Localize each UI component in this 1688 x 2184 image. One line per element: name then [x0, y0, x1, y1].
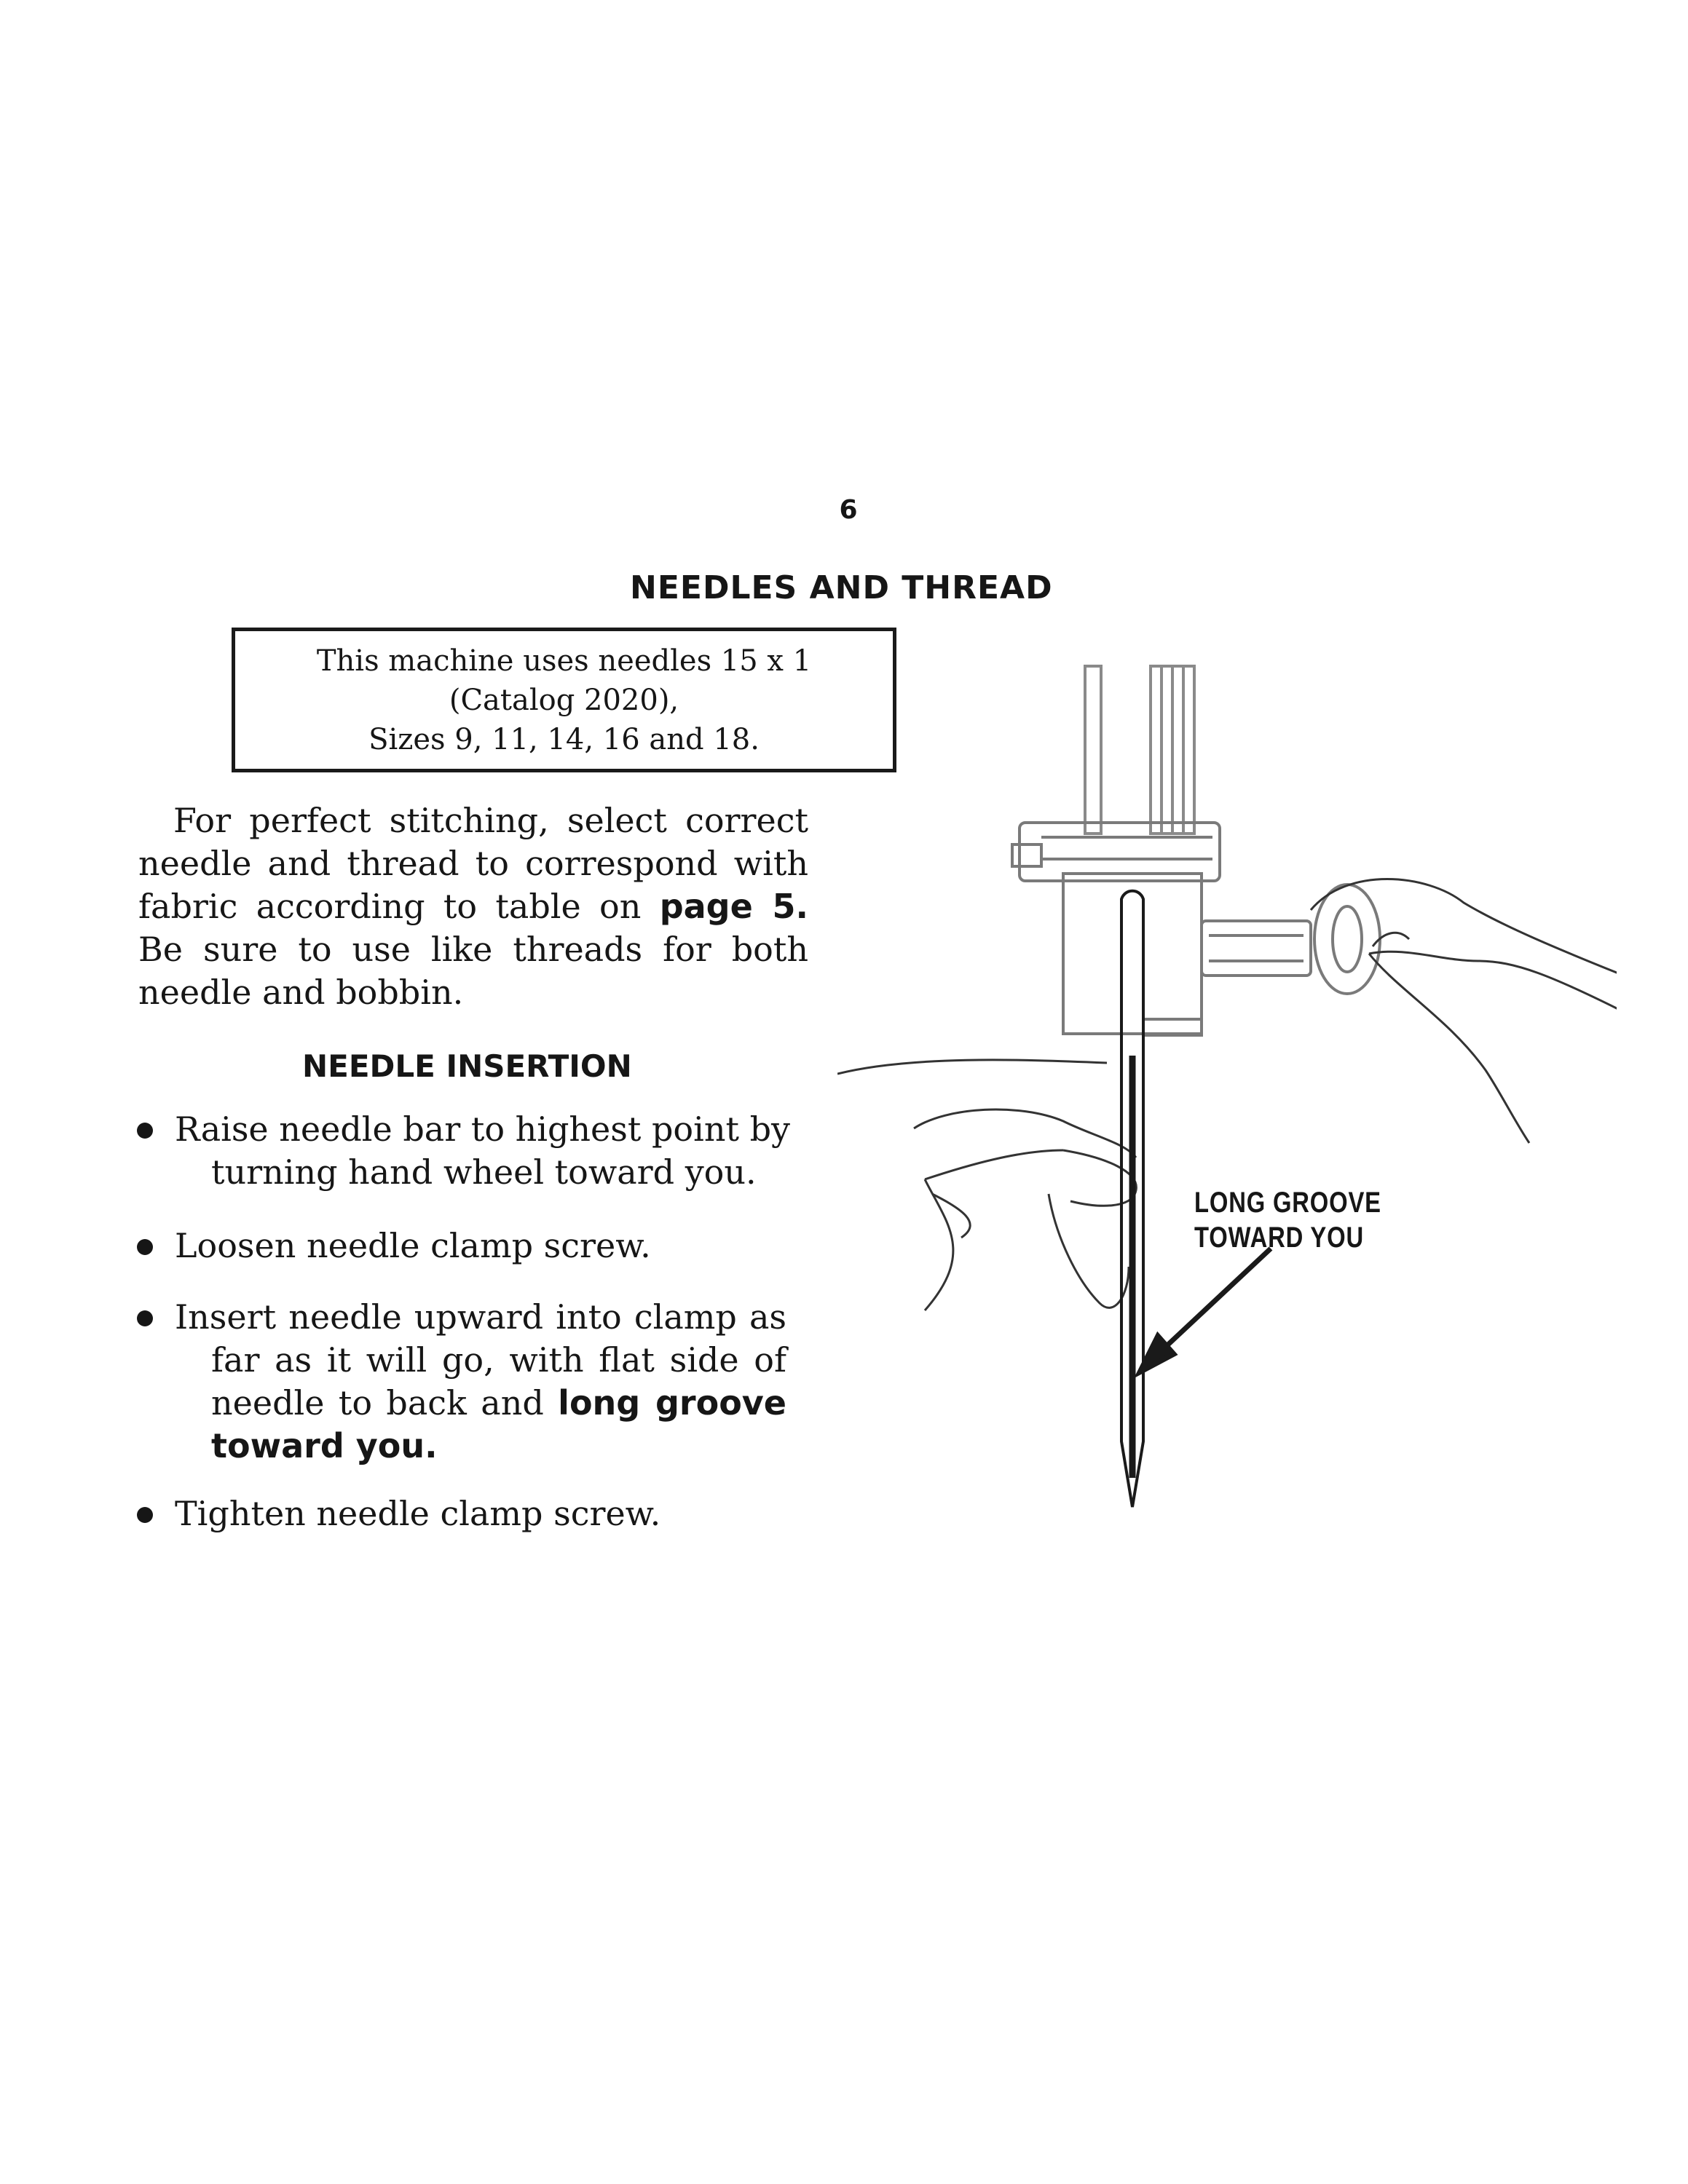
step-line: Raise needle bar to highest point by: [175, 1109, 791, 1149]
callout-line: TOWARD YOU: [1194, 1222, 1364, 1254]
arrow-icon: [1140, 1249, 1271, 1372]
bullet-icon: [137, 1310, 153, 1326]
callout-line: LONG GROOVE: [1194, 1187, 1381, 1219]
left-hand-icon: [837, 1060, 1136, 1310]
needle-icon: [1121, 891, 1143, 1507]
intro-text: fabric according to table on: [138, 887, 642, 926]
needle-insertion-illustration: [837, 655, 1617, 1529]
intro-line: Be sure to use like threads for both: [138, 930, 808, 969]
step-line: turning hand wheel toward you.: [211, 1152, 757, 1192]
spec-line: This machine uses needles 15 x 1: [316, 644, 812, 678]
groove-callout: [1194, 1185, 1381, 1255]
intro-line: needle and thread to correspond with: [138, 844, 808, 883]
intro-line: needle and bobbin.: [138, 973, 464, 1012]
intro-paragraph: [138, 799, 808, 1014]
step-line: far as it will go, with flat side of: [211, 1340, 786, 1380]
needle-bar-icon: [1085, 666, 1194, 834]
clamp-screw-icon: [1314, 885, 1380, 994]
bullet-icon: [137, 1239, 153, 1255]
step-line: Loosen needle clamp screw.: [175, 1226, 651, 1265]
page-number: 6: [839, 495, 858, 525]
step-text: needle to back and: [211, 1383, 544, 1423]
needle-spec-box: [232, 628, 896, 772]
section-heading: NEEDLE INSERTION: [302, 1048, 632, 1084]
spec-line: (Catalog 2020),: [449, 683, 679, 717]
step-line: Tighten needle clamp screw.: [175, 1494, 661, 1533]
needle-clamp-icon: [1012, 823, 1311, 1035]
bullet-icon: [137, 1123, 153, 1139]
step-line: Insert needle upward into clamp as: [175, 1297, 786, 1337]
spec-line: Sizes 9, 11, 14, 16 and 18.: [368, 722, 760, 756]
right-hand-icon: [1311, 879, 1617, 1144]
step-line: [175, 1382, 786, 1425]
emphasis: long groove: [558, 1383, 786, 1423]
intro-line: For perfect stitching, select correct: [173, 801, 808, 840]
intro-line: [138, 885, 808, 928]
emphasis: toward you.: [211, 1426, 438, 1465]
page-title: NEEDLES AND THREAD: [630, 569, 1053, 606]
bullet-icon: [137, 1507, 153, 1523]
page-reference: page 5.: [659, 887, 809, 926]
